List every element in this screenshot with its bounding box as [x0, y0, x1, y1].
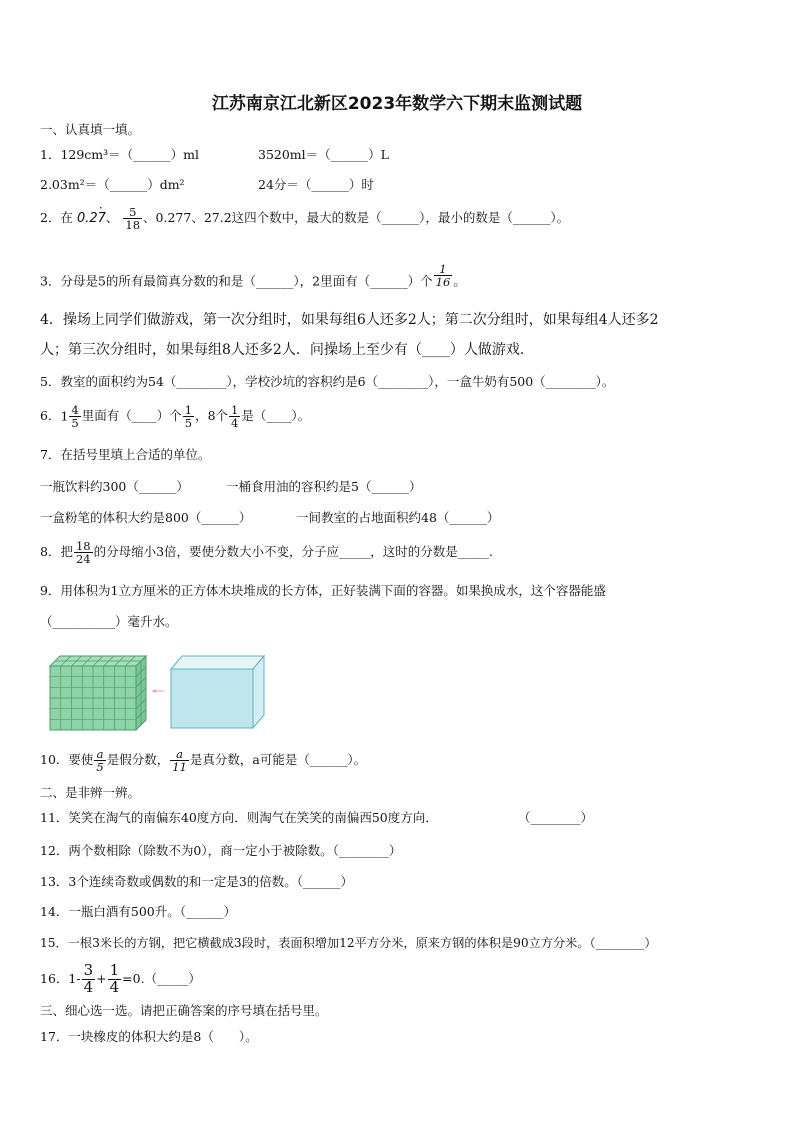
q10-f2-numerator: a: [170, 748, 189, 761]
q13: 13．3个连续奇数或偶数的和一定是3的倍数。（______）: [40, 874, 354, 889]
q2-pre: 2．在: [40, 210, 73, 226]
q2-fraction-denominator: 18: [125, 218, 141, 233]
q6-f3-numerator: 1: [231, 403, 239, 417]
q2: [40, 206, 569, 231]
q3-fraction: [434, 263, 453, 288]
q6-f1-denominator: 5: [71, 416, 79, 431]
q15: 15．一根3米长的方钢，把它横截成3段时，表面积增加12平方分米，原来方钢的体积是90立方分米。（________）: [40, 936, 657, 950]
q2-post: 、0.277、27.2这四个数中，最大的数是（______），最小的数是（______）。: [143, 210, 570, 226]
q10-fraction-2: [170, 748, 189, 773]
q1-b: 3520ml＝（______）L: [258, 147, 389, 162]
q1-c: 2.03m²＝（______）dm²: [40, 177, 185, 192]
section-3-heading: 三、细心选一选。请把正确答案的序号填在括号里。: [40, 1003, 328, 1018]
section-1-heading: 一、认真填一填。: [40, 122, 141, 137]
q2-sep: 、: [105, 210, 119, 226]
q7-c: 一盒粉笔的体积大约是800（______）: [40, 510, 252, 525]
q3-fraction-denominator: 16: [435, 275, 451, 290]
q6-f2-denominator: 5: [184, 416, 193, 431]
q16-f2-denominator: 4: [109, 977, 120, 996]
q16-f1-denominator: 4: [83, 977, 94, 996]
q6-pre: 6．: [40, 408, 61, 424]
q9-line2: （__________）毫升水。: [40, 614, 178, 629]
q6-f1-numerator: 4: [71, 403, 79, 417]
section-2-heading: 二、是非辨一辨。: [40, 785, 141, 800]
q16-f1-numerator: 3: [83, 961, 94, 979]
q12: 12．两个数相除（除数不为0），商一定小于被除数。（________）: [40, 843, 402, 858]
q3-post: 。: [453, 273, 466, 289]
q16-fraction-1: [82, 963, 96, 996]
q8: [40, 540, 493, 565]
q16-f2-numerator: 1: [109, 961, 120, 979]
q16-pre: 16．1-: [40, 970, 81, 986]
q2-fraction-numerator: 5: [123, 206, 142, 219]
q6-mid2: ，8个: [195, 408, 229, 424]
q16-mid: +: [96, 970, 107, 986]
q14: 14．一瓶白酒有500升。（______）: [40, 904, 237, 919]
q6-f3-denominator: 4: [231, 416, 239, 431]
q11: 11．笑笑在淘气的南偏东40度方向．则淘气在笑笑的南偏西50度方向．: [40, 810, 438, 825]
q2-repeating-part-a: 0.2: [76, 211, 98, 227]
q17: 17．一块橡皮的体积大约是8（ ）。: [40, 1029, 258, 1044]
q6-f2-numerator: 1: [184, 403, 193, 417]
q5: 5．教室的面积约为54（________），学校沙坑的容积约是6（________），一盒牛奶有500（________）。: [40, 374, 615, 389]
q8-post: 的分母缩小3倍，要使分数大小不变，分子应_____，这时的分数是_____.: [93, 544, 494, 560]
q6-mid1: 里面有（____）个: [81, 408, 182, 424]
q16-post: =0.（_____）: [122, 970, 201, 986]
q4-line2: 人；第三次分组时，如果每组8人还多2人．问操场上至少有（____）人做游戏.: [40, 342, 525, 358]
q10-f1-denominator: 5: [96, 760, 104, 775]
q16-fraction-2: [108, 963, 122, 996]
q1-a: 1．129cm³＝（______）ml: [40, 147, 200, 162]
q6-fraction-1: [69, 404, 80, 429]
q2-repeating-decimal: [77, 211, 106, 226]
q8-fraction-denominator: 24: [75, 552, 91, 567]
q6-mixed-whole: 1: [60, 408, 69, 424]
q7-d: 一间教室的占地面积约48（______）: [296, 510, 500, 525]
q16: [40, 963, 201, 996]
q10-f2-denominator: 11: [172, 760, 187, 775]
q9-figure: [46, 652, 276, 734]
q9-line1: 9．用体积为1立方厘米的正方体木块堆成的长方体，正好装满下面的容器。如果换成水，这个容器能盛: [40, 583, 606, 598]
q1-d: 24分＝（______）时: [258, 177, 374, 192]
q10-mid: 是假分数，: [106, 752, 170, 768]
q8-fraction-numerator: 18: [75, 539, 91, 553]
q3: [40, 263, 466, 288]
container-box-image: [171, 656, 264, 728]
q11-blank: （________）: [518, 810, 594, 825]
q6-fraction-2: [183, 404, 194, 429]
q3-pre: 3．分母是5的所有最简真分数的和是（______），2里面有（______）个: [40, 273, 433, 289]
q7-b: 一桶食用油的容积约是5（______）: [226, 479, 422, 494]
q10-pre: 10．要使: [40, 752, 94, 768]
q4-line1: 4．操场上同学们做游戏，第一次分组时，如果每组6人还多2人；第二次分组时，如果每组4人还多2: [40, 312, 659, 328]
q3-fraction-numerator: 1: [434, 263, 453, 276]
q6: [40, 404, 310, 429]
q2-repeating-part-b: · 7: [98, 211, 106, 226]
q10-f1-numerator: a: [94, 748, 105, 761]
q8-pre: 8．把: [40, 544, 73, 560]
q2-fraction: [123, 206, 142, 231]
q7-a: 一瓶饮料约300（______）: [40, 479, 189, 494]
q8-fraction: [74, 540, 93, 565]
page-title: 江苏南京江北新区2023年数学六下期末监测试题: [211, 94, 583, 114]
q10-post: 是真分数，a可能是（______）。: [189, 752, 367, 768]
q7-title: 7．在括号里填上合适的单位。: [40, 447, 211, 462]
cube-stack-image: [50, 656, 146, 730]
q10-fraction-1: [94, 748, 105, 773]
q6-fraction-3: [229, 404, 240, 429]
q10: [40, 748, 366, 773]
q6-post: 是（____）。: [241, 408, 311, 424]
arrow-icon: [152, 689, 164, 693]
